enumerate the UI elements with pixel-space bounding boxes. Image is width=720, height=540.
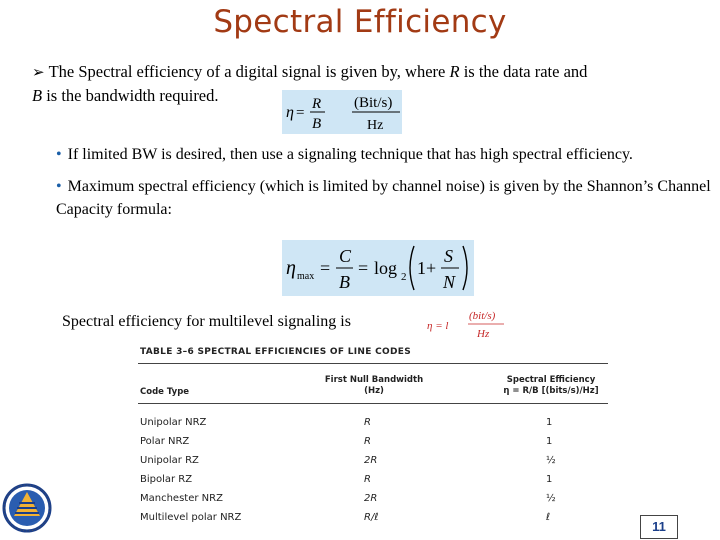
intro-text-2: is the data rate and (459, 62, 588, 81)
cell-code-type: Unipolar NRZ (140, 417, 207, 428)
table-row (138, 512, 608, 531)
eq2-eta: η (286, 257, 296, 279)
table-rule-header (138, 403, 608, 404)
bullet-limited-bw (56, 143, 716, 166)
cell-spectral-efficiency: 1 (546, 417, 553, 428)
bullet-text: Maximum spectral efficiency (which is limited by channel noise) is given by the Shannon’s Channel Capacity formula: (56, 178, 711, 218)
intro-text-1: The Spectral efficiency of a digital signal is given by, where (48, 62, 450, 81)
cell-spectral-efficiency: ½ (546, 455, 556, 466)
table-rule-top (138, 363, 608, 364)
svg-text:=: = (320, 258, 331, 278)
eq2-log: log (374, 258, 398, 278)
cell-code-type: Multilevel polar NRZ (140, 512, 242, 523)
eq2-b: B (339, 272, 350, 292)
intro-var-r: R (449, 62, 460, 81)
cell-bandwidth: R (364, 474, 371, 485)
eq2-c: C (339, 246, 352, 266)
header-spectral-efficiency (496, 375, 606, 397)
table-row (138, 436, 608, 455)
header-code-type: Code Type (140, 387, 190, 397)
eq1-eta: η (286, 104, 294, 121)
university-logo (2, 478, 52, 534)
multilevel-text: Spectral efficiency for multilevel signaling is (62, 313, 351, 330)
line-codes-table (138, 345, 608, 525)
cell-bandwidth: R (364, 436, 371, 447)
page-number: 11 (640, 515, 678, 539)
arrow-bullet-icon: ➢ (32, 63, 45, 81)
eq1-den: B (312, 116, 322, 132)
intro-var-b: B (32, 86, 43, 105)
table-caption: TABLE 3–6 SPECTRAL EFFICIENCIES OF LINE CODES (140, 347, 412, 357)
cell-code-type: Unipolar RZ (140, 455, 199, 466)
eq1-unit-num: (Bit/s) (354, 95, 393, 111)
eq3-unit-num: (bit/s) (469, 310, 496, 322)
cell-spectral-efficiency: 1 (546, 474, 553, 485)
table-row (138, 474, 608, 493)
cell-bandwidth: R/ℓ (364, 512, 379, 523)
intro-text-3: is the bandwidth required. (42, 86, 219, 105)
bullet-dot-icon: • (56, 178, 62, 195)
eq2-s: S (444, 246, 453, 266)
header-bandwidth (314, 375, 434, 397)
cell-bandwidth: 2R (364, 455, 378, 466)
cell-bandwidth: 2R (364, 493, 378, 504)
eq3-unit-den: Hz (477, 328, 490, 340)
bullet-dot-icon: • (56, 146, 62, 163)
cell-spectral-efficiency: 1 (546, 436, 553, 447)
eq2-sub: max (297, 271, 315, 282)
svg-text:=: = (358, 258, 369, 278)
eq1-unit-den: Hz (367, 118, 384, 133)
bullet-text: If limited BW is desired, then use a signaling technique that has high spectral efficiency. (67, 146, 633, 163)
eq2-one: 1+ (417, 258, 437, 278)
eq3-formula: η = l (427, 320, 449, 332)
slide-title: Spectral Efficiency (213, 4, 507, 40)
cell-bandwidth: R (364, 417, 371, 428)
table-row (138, 455, 608, 474)
header-bandwidth-line2: (Hz) (364, 386, 384, 396)
bullet-max-efficiency (56, 175, 716, 221)
multilevel-equation (424, 306, 510, 344)
eq1-num: R (312, 96, 322, 112)
table-row (138, 493, 608, 512)
eq2-n: N (443, 272, 456, 292)
eq2-base: 2 (401, 271, 407, 283)
cell-spectral-efficiency: ½ (546, 493, 556, 504)
svg-text:=: = (296, 105, 305, 121)
shannon-capacity-equation (282, 240, 474, 296)
header-bandwidth-line1: First Null Bandwidth (324, 375, 424, 385)
cell-code-type: Polar NRZ (140, 436, 190, 447)
cell-spectral-efficiency: ℓ (546, 512, 551, 523)
cell-code-type: Bipolar RZ (140, 474, 193, 485)
header-se-line1: Spectral Efficiency (506, 375, 596, 385)
cell-code-type: Manchester NRZ (140, 493, 223, 504)
spectral-efficiency-equation (282, 90, 402, 134)
header-se-line2: η = R/B [(bits/s)/Hz] (503, 386, 599, 396)
table-row (138, 417, 608, 436)
